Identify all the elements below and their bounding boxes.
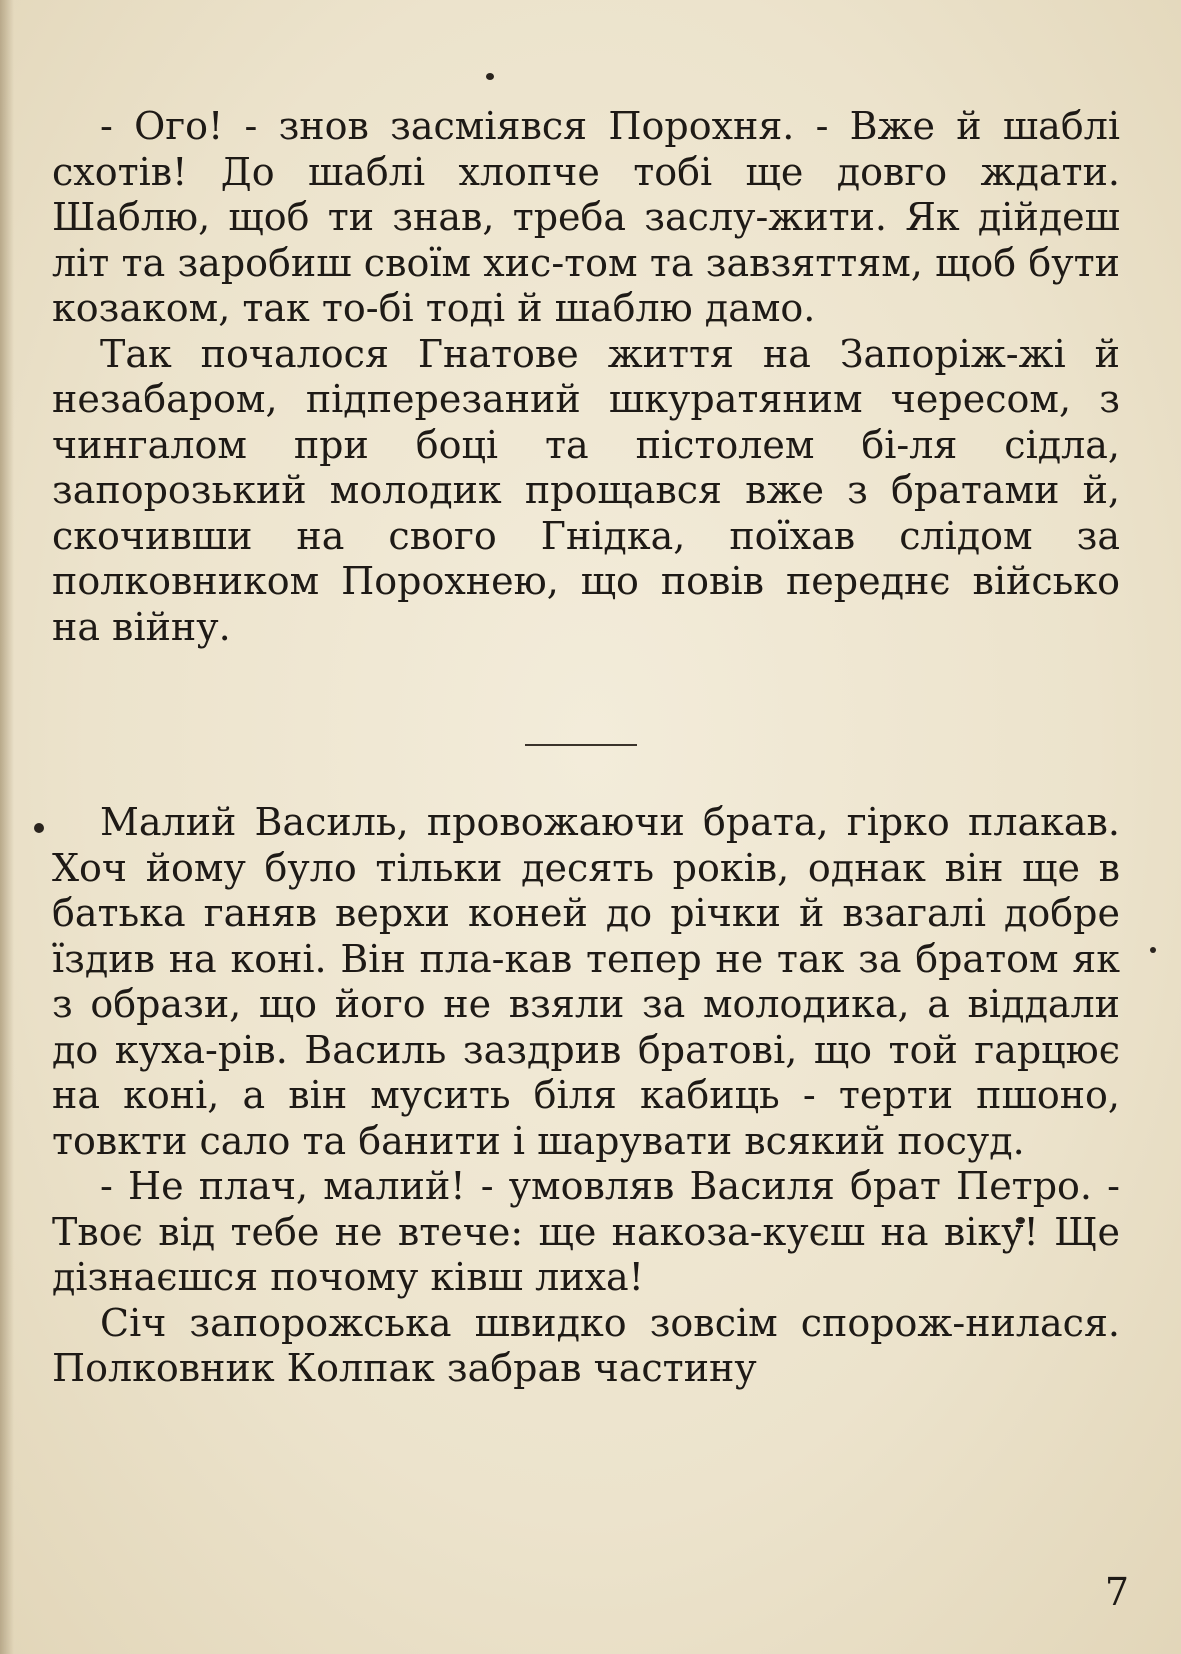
paragraph: Малий Василь, провожаючи брата, гірко плакав. Хоч йому було тільки десять років, однак він ще в батька ганяв верхи коней до річки й взагалі добре їздив на коні. Він пла-кав тепер не так за братом як з образи, що його не взяли за молодика, а віддали до куха-рів. Василь заздрив братові, що той гарцює на коні, а він мусить біля кабиць - терти пшоно, товкти сало та банити і шарувати всякий посуд.: [52, 800, 1120, 1163]
text-block-1: [52, 104, 1120, 650]
ink-speck: [1150, 947, 1156, 953]
paragraph: - Ого! - знов засміявся Порохня. - Вже й шаблі схотів! До шаблі хлопче тобі ще довго ждати. Шаблю, щоб ти знав, треба заслу-жити. Як дійдеш літ та заробиш своїм хис-том та завзяттям, щоб бути козаком, так то-бі тоді й шаблю дамо.: [52, 104, 1120, 330]
ink-speck: [34, 823, 44, 833]
paragraph: Січ запорожська швидко зовсім спорож-нилася. Полковник Колпак забрав частину: [52, 1300, 1120, 1390]
page-edge-shadow: [0, 0, 14, 1654]
ink-speck: [486, 73, 494, 80]
text-block-2: [52, 800, 1120, 1392]
page-number: 7: [1104, 1570, 1129, 1614]
paragraph: - Не плач, малий! - умовляв Василя брат Петро. - Твоє від тебе не втече: ще накоза-куєш на віку! Ще дізнаєшся почому ківш лиха!: [52, 1164, 1120, 1299]
paragraph: Так почалося Гнатове життя на Запоріж-жі й незабаром, підперезаний шкуратяним чересом, з чингалом при боці та пістолем бі-ля сідла, запорозький молодик прощався вже з братами й, скочивши на свого Гнідка, поїхав слідом за полковником Порохнею, що повів переднє військо на війну.: [52, 331, 1120, 649]
section-divider: [525, 744, 637, 746]
